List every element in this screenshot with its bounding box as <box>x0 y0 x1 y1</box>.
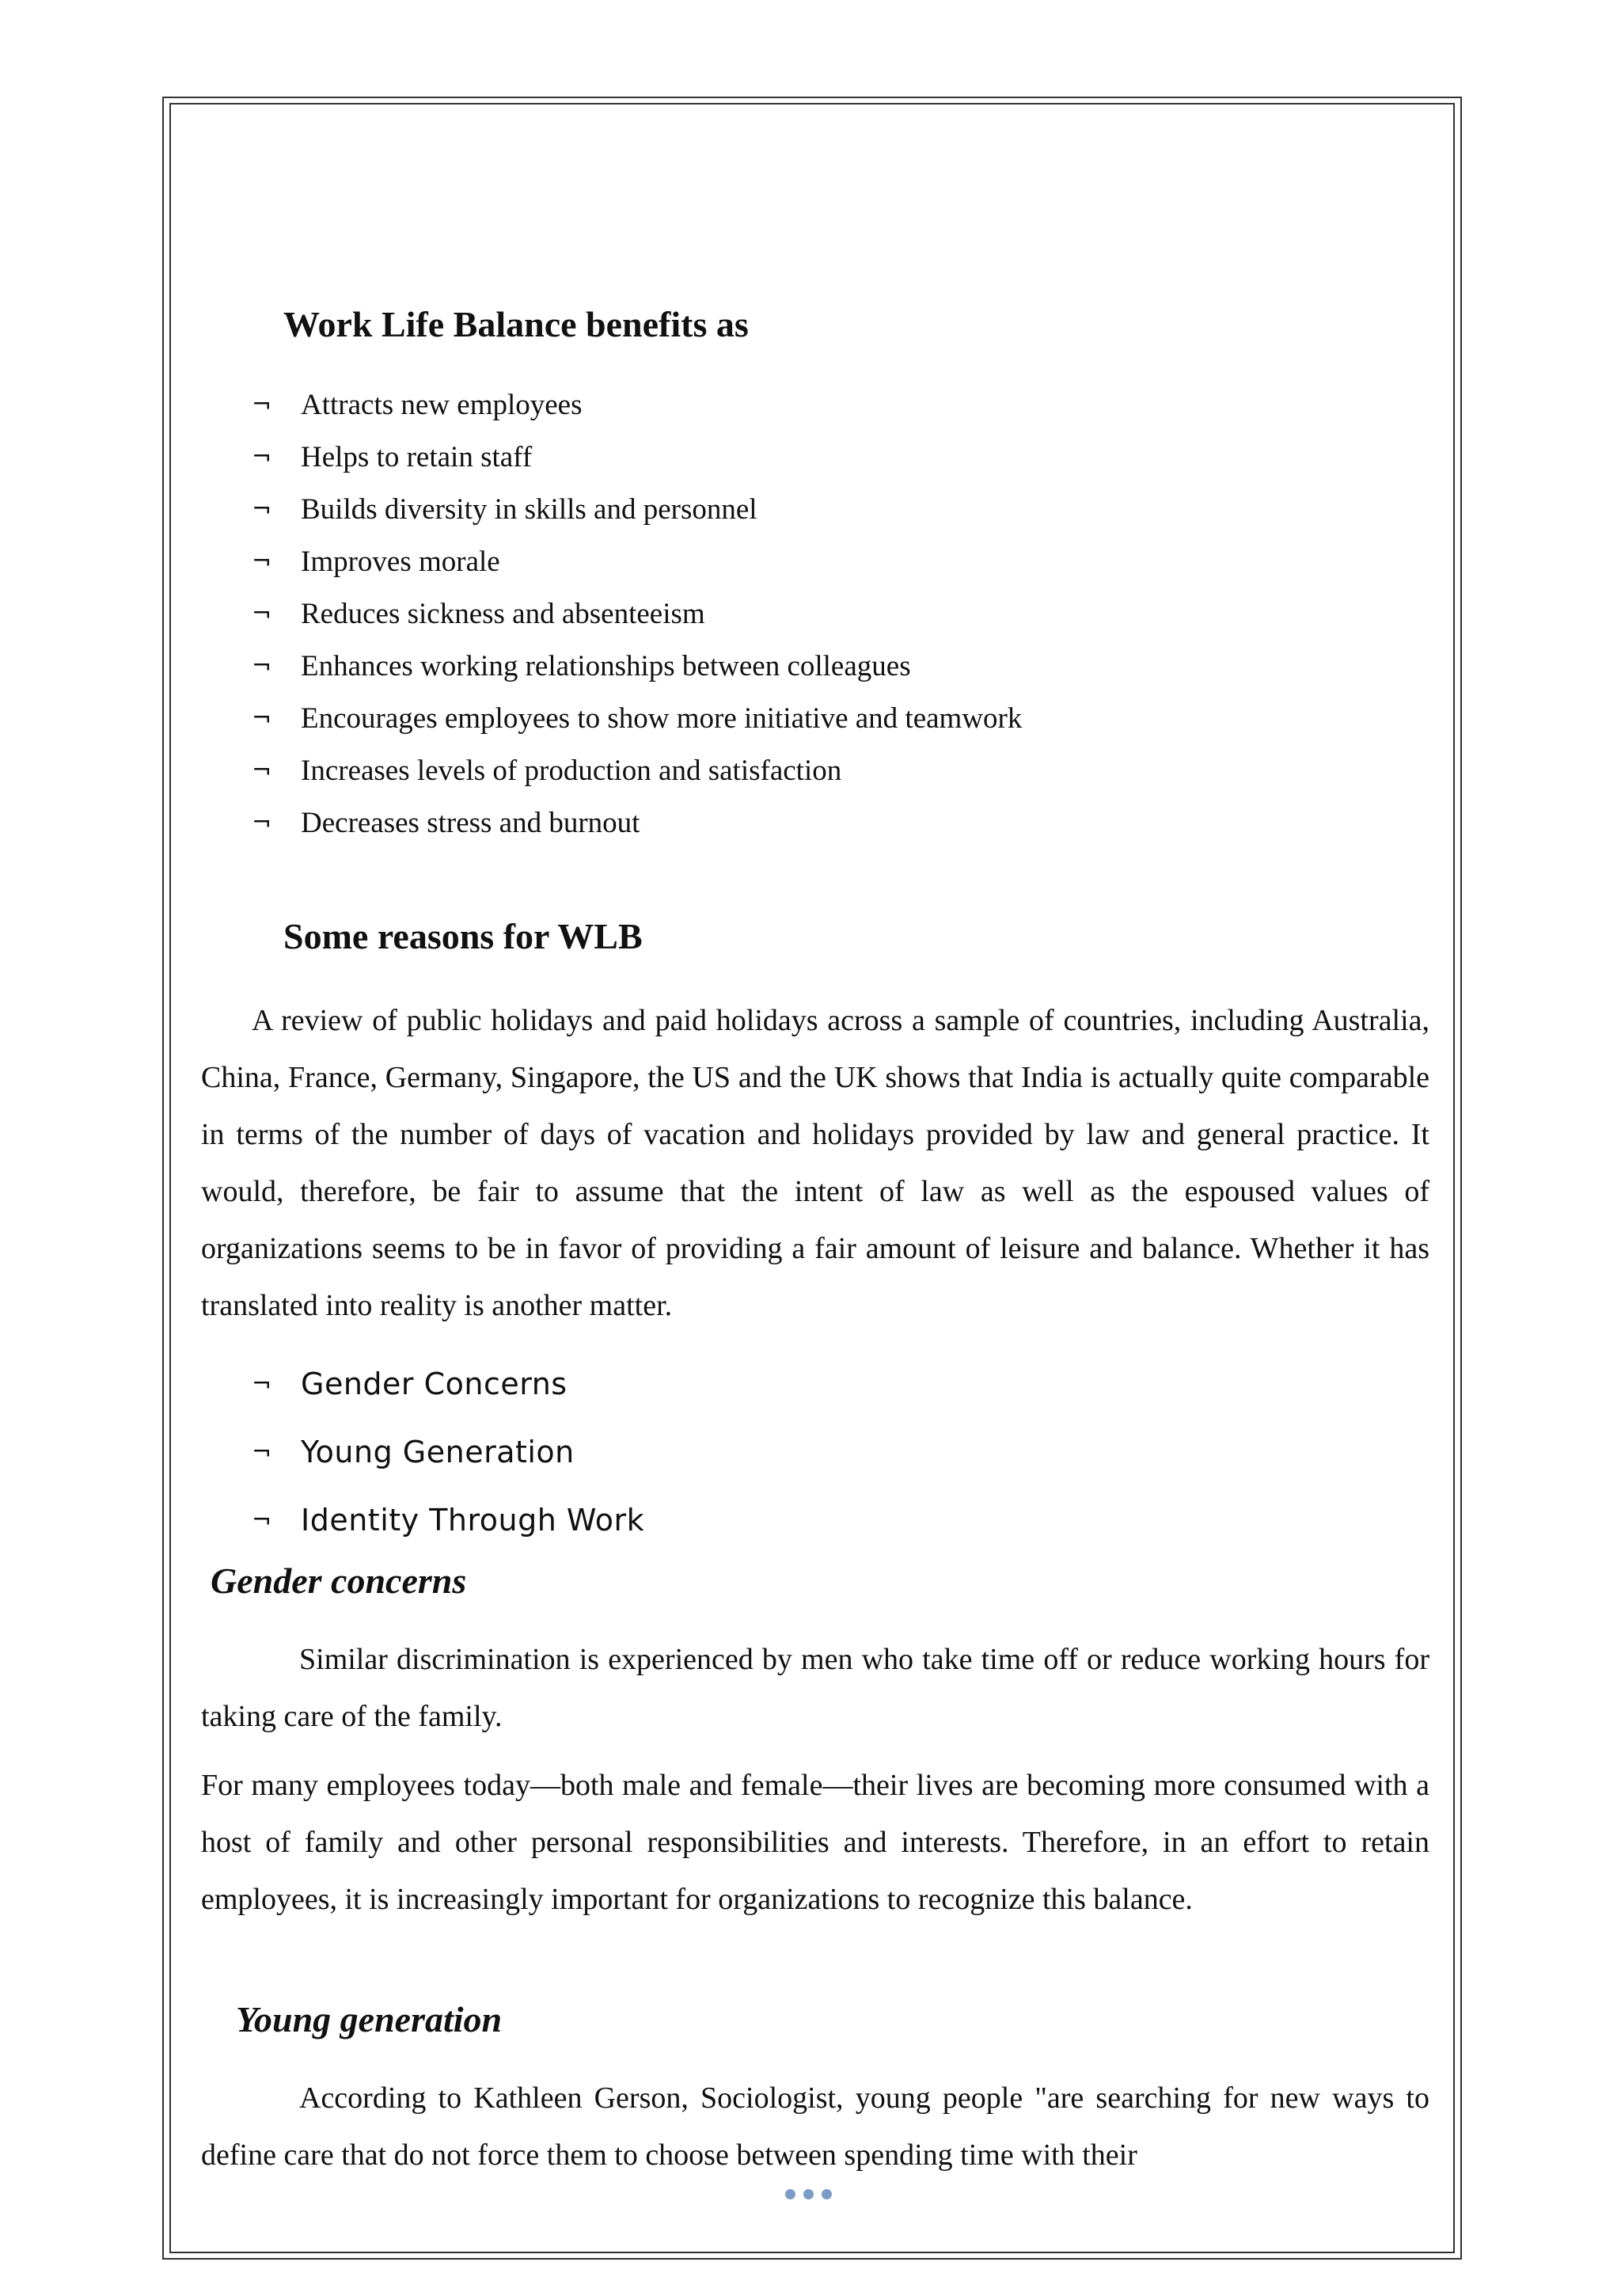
reason-item-text: Gender Concerns <box>301 1367 568 1401</box>
benefit-item <box>252 744 1360 796</box>
benefit-item <box>252 483 1360 535</box>
young-generation-heading: Young generation <box>236 1999 503 2039</box>
bullet-marker-icon: ¬ <box>252 1506 272 1534</box>
benefit-item-text: Increases levels of production and satisfaction <box>301 754 842 787</box>
bullet-marker-icon: ¬ <box>252 390 272 419</box>
young-paragraph: According to Kathleen Gerson, Sociologist, young people "are searching for new ways to define care that do not force them to choose between spending time with their <box>201 2081 1429 2172</box>
continuation-dot <box>822 2189 832 2199</box>
bullet-marker-icon: ¬ <box>252 808 272 837</box>
gender-concerns-heading: Gender concerns <box>211 1560 467 1601</box>
benefit-item-text: Decreases stress and burnout <box>301 806 640 839</box>
benefit-item-text: Attracts new employees <box>301 388 583 421</box>
benefit-item-text: Improves morale <box>301 545 500 578</box>
benefit-item-text: Encourages employees to show more initiative and teamwork <box>301 701 1023 735</box>
benefit-item-text: Helps to retain staff <box>301 440 533 473</box>
benefit-item-text: Reduces sickness and absenteeism <box>301 597 705 630</box>
reason-item <box>252 1486 1360 1554</box>
gender-paragraph-1: Similar discrimination is experienced by men who take time off or reduce working hours for taking care of the family. <box>201 1643 1429 1733</box>
continuation-dot <box>803 2189 814 2199</box>
bullet-marker-icon: ¬ <box>252 1370 272 1398</box>
reason-item <box>252 1418 1360 1486</box>
benefit-item <box>252 378 1360 431</box>
bullet-marker-icon: ¬ <box>252 547 272 576</box>
reasons-heading: Some reasons for WLB <box>283 916 643 956</box>
bullet-marker-icon: ¬ <box>252 652 272 680</box>
gender-paragraph-2: For many employees today—both male and female—their lives are becoming more consumed with a host of family and other personal responsibilities and interests. Therefore, in an effort to retain employees, it is increasingly important for organizations to recognize this balance. <box>201 1769 1429 1916</box>
benefits-heading: Work Life Balance benefits as <box>283 304 749 344</box>
bullet-marker-icon: ¬ <box>252 443 272 471</box>
bullet-marker-icon: ¬ <box>252 704 272 732</box>
benefit-item-text: Builds diversity in skills and personnel <box>301 492 757 526</box>
bullet-marker-icon: ¬ <box>252 1438 272 1466</box>
benefit-item <box>252 692 1360 744</box>
reason-item-text: Young Generation <box>301 1435 575 1469</box>
benefit-item <box>252 431 1360 483</box>
reason-item-text: Identity Through Work <box>301 1503 645 1538</box>
benefit-item <box>252 796 1360 849</box>
reasons-list <box>252 1350 1360 1554</box>
bullet-marker-icon: ¬ <box>252 599 272 628</box>
bullet-marker-icon: ¬ <box>252 495 272 523</box>
reason-item <box>252 1350 1360 1418</box>
continuation-dot <box>785 2189 795 2199</box>
continuation-dots <box>785 2189 832 2199</box>
benefits-list <box>252 378 1360 849</box>
benefit-item-text: Enhances working relationships between colleagues <box>301 649 911 682</box>
bullet-marker-icon: ¬ <box>252 756 272 785</box>
benefit-item <box>252 535 1360 587</box>
benefit-item <box>252 587 1360 640</box>
reasons-paragraph: A review of public holidays and paid holidays across a sample of countries, including Australia, China, France, Germany, Singapore, the US and the UK shows that India is actually quite comparable in terms of the number of days of vacation and holidays provided by law and general practice. It would, therefore, be fair to assume that the intent of law as well as the espoused values of organizations seems to be in favor of providing a fair amount of leisure and balance. Whether it has translated into reality is another matter. <box>201 1004 1429 1322</box>
benefit-item <box>252 640 1360 692</box>
